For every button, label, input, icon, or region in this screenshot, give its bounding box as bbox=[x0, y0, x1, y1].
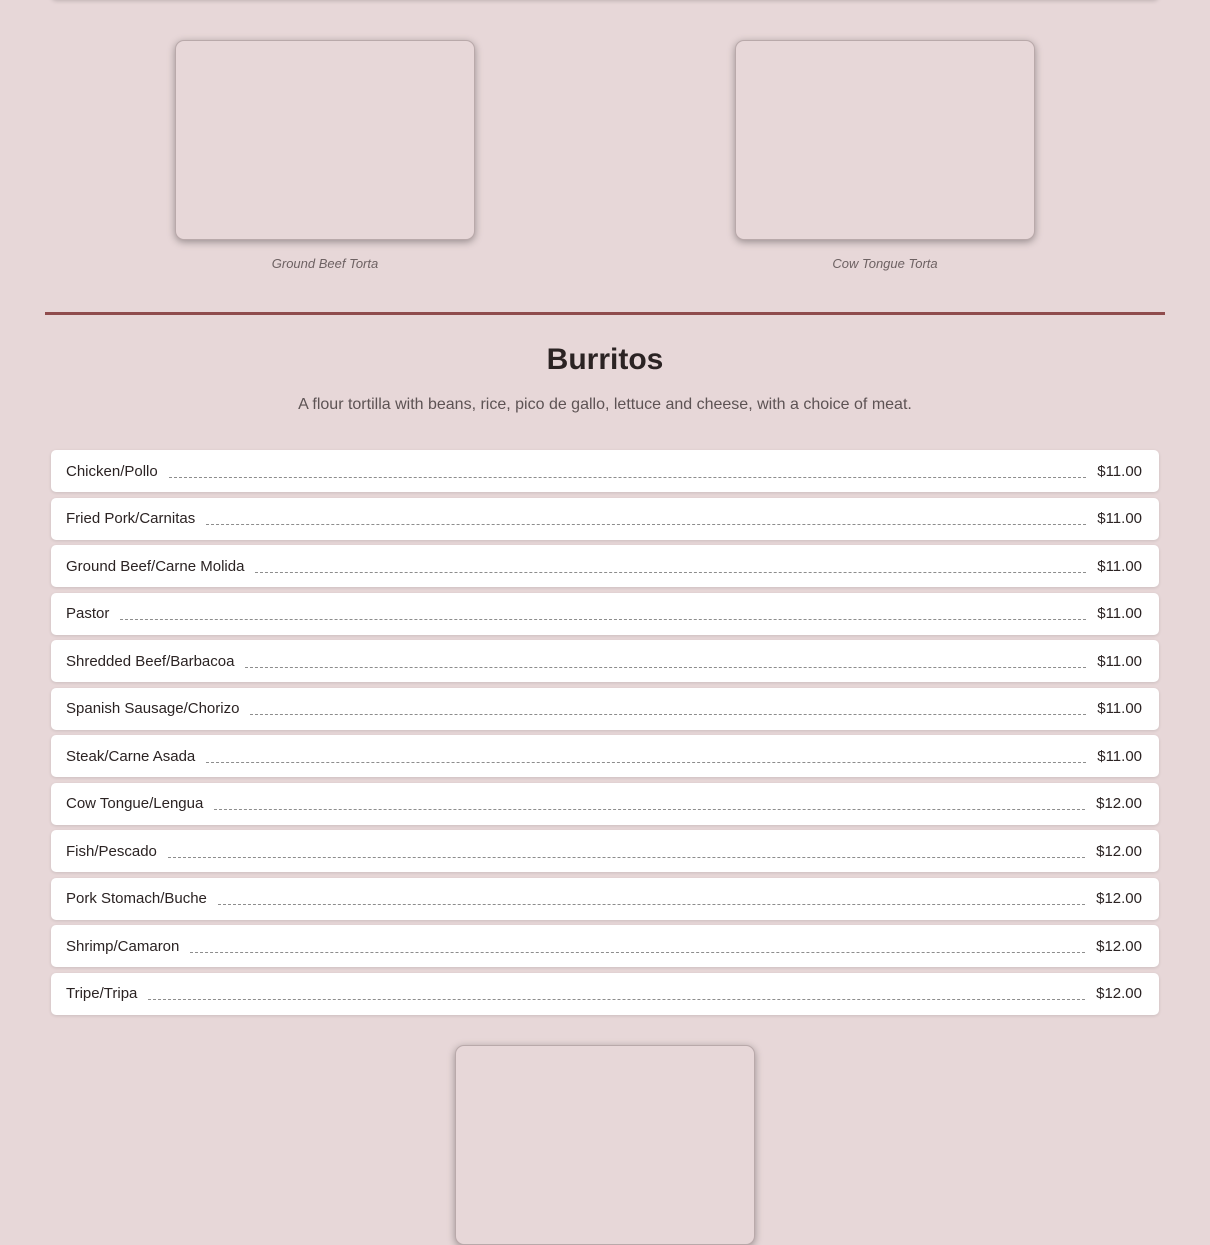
dotted-leader bbox=[218, 904, 1085, 905]
menu-item-name: Shrimp/Camaron bbox=[66, 937, 180, 955]
menu-item bbox=[51, 973, 1159, 1015]
menu-item bbox=[51, 545, 1159, 587]
menu-item bbox=[51, 688, 1159, 730]
menu-item-name: Cow Tongue/Lengua bbox=[66, 795, 204, 812]
cow-tongue-torta-figure bbox=[735, 40, 1035, 271]
dotted-leader bbox=[206, 762, 1086, 763]
cow-tongue-torta-photo bbox=[735, 40, 1035, 240]
torta-photo-row bbox=[45, 40, 1165, 280]
dotted-leader bbox=[255, 572, 1086, 573]
ground-beef-torta-figure bbox=[175, 40, 475, 271]
section-title: Burritos bbox=[546, 343, 664, 376]
menu-item-price: $11.00 bbox=[1097, 605, 1142, 622]
menu-item-name: Fish/Pescado bbox=[66, 842, 157, 860]
section-description: A flour tortilla with beans, rice, pico de gallo, lettuce and cheese, with a choice of meat. bbox=[298, 396, 912, 413]
menu-item-name: Chicken/Pollo bbox=[66, 462, 158, 480]
dotted-leader bbox=[169, 477, 1087, 478]
menu-item bbox=[51, 450, 1159, 492]
dotted-leader bbox=[120, 619, 1086, 620]
menu-item-name: Shredded Beef/Barbacoa bbox=[66, 652, 235, 670]
menu-item bbox=[51, 925, 1159, 967]
menu-item-price: $11.00 bbox=[1097, 510, 1142, 527]
section-divider bbox=[45, 312, 1165, 315]
ground-beef-torta-caption: Ground Beef Torta bbox=[271, 256, 379, 271]
menu-item-price: $11.00 bbox=[1097, 462, 1142, 480]
menu-item-name: Pastor bbox=[66, 605, 110, 622]
menu-item-name: Ground Beef/Carne Molida bbox=[66, 557, 245, 575]
menu-item bbox=[51, 830, 1159, 872]
burrito-photo bbox=[455, 1045, 755, 1245]
dotted-leader bbox=[168, 857, 1085, 858]
menu-item-price: $12.00 bbox=[1096, 890, 1142, 907]
dotted-leader bbox=[245, 667, 1086, 668]
menu-item-name: Steak/Carne Asada bbox=[66, 747, 196, 765]
menu-item-price: $11.00 bbox=[1097, 557, 1142, 575]
menu-item-price: $11.00 bbox=[1097, 652, 1142, 670]
menu-item-price: $11.00 bbox=[1097, 700, 1142, 717]
menu-item-price: $12.00 bbox=[1096, 842, 1142, 860]
menu-item bbox=[51, 593, 1159, 635]
menu-item-name: Pork Stomach/Buche bbox=[66, 890, 207, 907]
menu-item-name: Tripe/Tripa bbox=[66, 985, 138, 1002]
menu-item-price: $12.00 bbox=[1096, 795, 1142, 812]
dotted-leader bbox=[214, 809, 1085, 810]
cow-tongue-torta-caption: Cow Tongue Torta bbox=[832, 256, 938, 271]
menu-item bbox=[51, 498, 1159, 540]
menu-item-name: Spanish Sausage/Chorizo bbox=[66, 700, 240, 717]
dotted-leader bbox=[148, 999, 1085, 1000]
dotted-leader bbox=[250, 714, 1086, 715]
burrito-menu-list bbox=[51, 450, 1159, 1020]
menu-item bbox=[51, 640, 1159, 682]
ground-beef-torta-photo bbox=[175, 40, 475, 240]
menu-item-price: $11.00 bbox=[1097, 747, 1142, 765]
menu-item bbox=[51, 735, 1159, 777]
menu-item-name: Fried Pork/Carnitas bbox=[66, 510, 196, 527]
dotted-leader bbox=[190, 952, 1085, 953]
menu-item bbox=[51, 783, 1159, 825]
menu-item-price: $12.00 bbox=[1096, 985, 1142, 1002]
dotted-leader bbox=[206, 524, 1086, 525]
menu-item bbox=[51, 878, 1159, 920]
menu-item-price: $12.00 bbox=[1096, 937, 1142, 955]
